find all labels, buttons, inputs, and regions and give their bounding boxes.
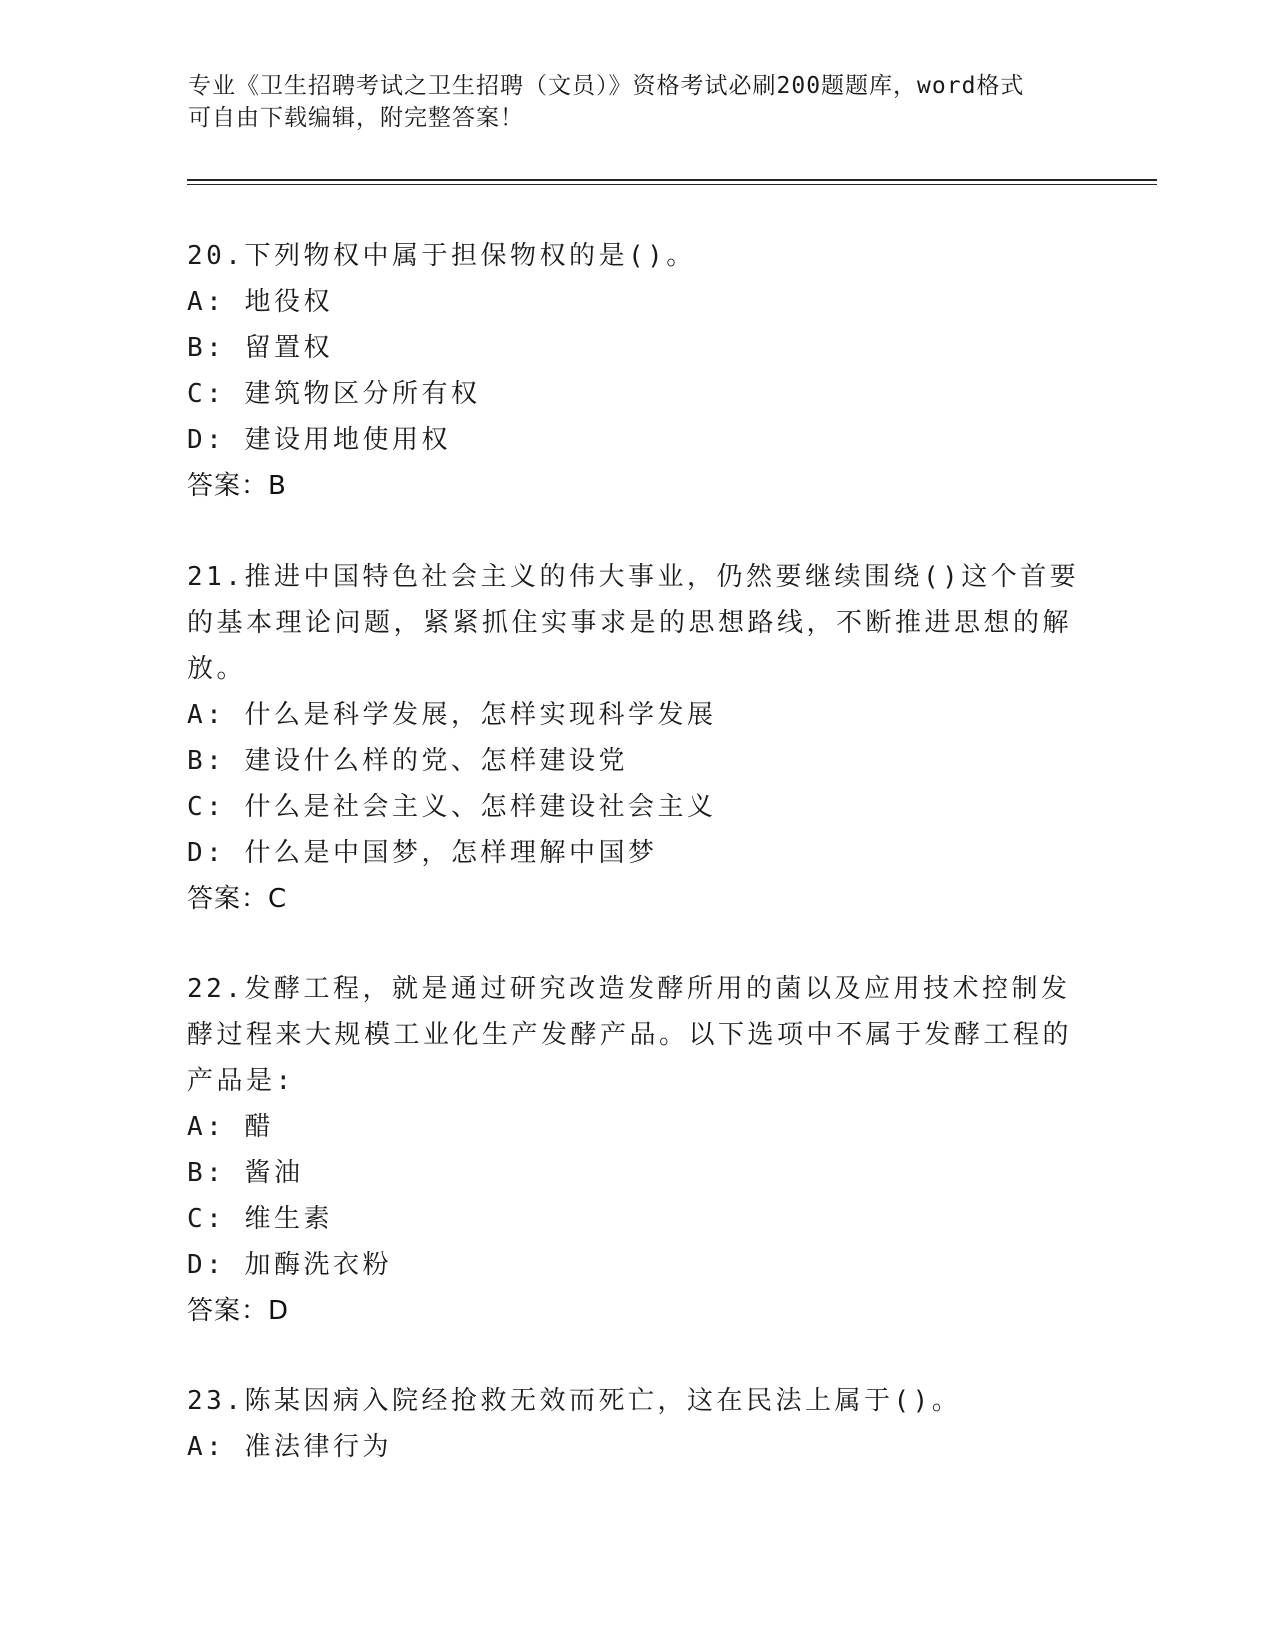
option-d: D: 加酶洗衣粉	[187, 1250, 392, 1280]
document-header	[188, 70, 1068, 134]
option-a: A: 地役权	[187, 287, 333, 317]
question-stem: 20.下列物权中属于担保物权的是()。	[187, 241, 696, 271]
question-stem: 23.陈某因病入院经抢救无效而死亡，这在民法上属于()。	[187, 1386, 962, 1416]
answer: 答案：B	[187, 471, 287, 501]
option-a: A: 醋	[187, 1112, 274, 1142]
question-23	[187, 1378, 1087, 1470]
answer: 答案：C	[187, 884, 288, 914]
question-stem: 21.推进中国特色社会主义的伟大事业，仍然要继续围绕()这个首要的基本理论问题，紧紧抓住实事求是的思想路线，不断推进思想的解放。	[187, 562, 1080, 684]
option-d: D: 建设用地使用权	[187, 425, 451, 455]
answer: 答案：D	[187, 1296, 290, 1326]
option-c: C: 建筑物区分所有权	[187, 379, 481, 409]
option-c: C: 什么是社会主义、怎样建设社会主义	[187, 792, 717, 822]
option-b: B: 留置权	[187, 333, 333, 363]
header-title-line-1: 专业《卫生招聘考试之卫生招聘（文员）》资格考试必刷200题题库，word格式	[188, 73, 1025, 99]
header-title-line-2: 可自由下载编辑，附完整答案！	[188, 105, 524, 131]
option-b: B: 酱油	[187, 1158, 304, 1188]
question-20	[187, 233, 1087, 509]
question-22	[187, 966, 1087, 1334]
option-c: C: 维生素	[187, 1204, 333, 1234]
option-a: A: 准法律行为	[187, 1432, 392, 1462]
header-divider-thick	[187, 179, 1157, 181]
question-stem: 22.发酵工程，就是通过研究改造发酵所用的菌以及应用技术控制发酵过程来大规模工业化生产发酵产品。以下选项中不属于发酵工程的产品是:	[187, 974, 1073, 1096]
header-divider-thin	[187, 184, 1157, 185]
option-b: B: 建设什么样的党、怎样建设党	[187, 746, 628, 776]
option-a: A: 什么是科学发展，怎样实现科学发展	[187, 700, 717, 730]
question-21	[187, 554, 1087, 922]
option-d: D: 什么是中国梦，怎样理解中国梦	[187, 838, 658, 868]
